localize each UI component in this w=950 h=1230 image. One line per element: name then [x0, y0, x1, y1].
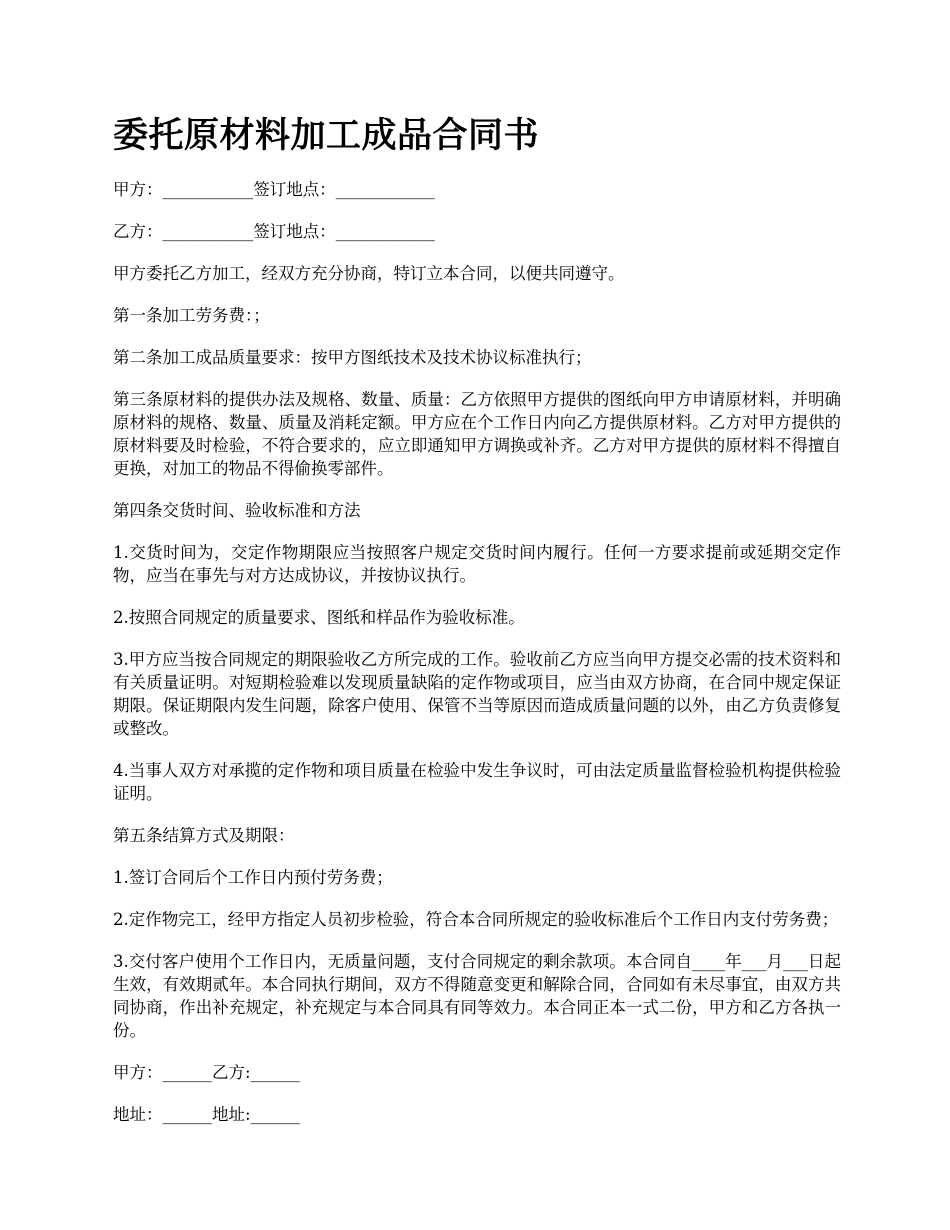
signature-line: 甲方：______乙方:______	[113, 1063, 301, 1082]
article-5-heading: 第五条结算方式及期限：	[113, 826, 295, 845]
article-5-item-2: 2.定作物完工，经甲方指定人员初步检验，符合本合同所规定的验收标准后个工作日内支付劳务费；	[113, 910, 839, 929]
article-1: 第一条加工劳务费：；	[113, 306, 270, 325]
document-page	[113, 112, 841, 1145]
article-3: 第三条原材料的提供办法及规格、数量、质量：乙方依照甲方提供的图纸向甲方申请原材料，并明确原材料的规格、数量、质量及消耗定额。甲方应在个工作日内向乙方提供原材料。乙方对甲方提供的原材料要及时检验，不符合要求的，应立即通知甲方调换或补齐。乙方对甲方提供的原材料不得擅自更换，对加工的物品不得偷换零部件。	[113, 390, 841, 478]
party-b-line: 乙方：___________签订地点：____________	[113, 222, 435, 241]
article-4-item-4: 4.当事人双方对承揽的定作物和项目质量在检验中发生争议时，可由法定质量监督检验机构提供检验证明。	[113, 761, 841, 803]
article-2: 第二条加工成品质量要求：按甲方图纸技术及技术协议标准执行；	[113, 348, 592, 367]
article-5-item-3: 3.交付客户使用个工作日内，无质量问题，支付合同规定的剩余款项。本合同自____年___月___日起生效，有效期贰年。本合同执行期间，双方不得随意变更和解除合同，合同如有未尽事宜，由双方共同协商，作出补充规定，补充规定与本合同具有同等效力。本合同正本一式二份，甲方和乙方各执一份。	[113, 952, 841, 1040]
article-4-heading: 第四条交货时间、验收标准和方法	[113, 501, 361, 520]
party-a-line: 甲方：___________签订地点：____________	[113, 180, 435, 199]
article-4-item-1: 1.交货时间为，交定作物期限应当按照客户规定交货时间内履行。任何一方要求提前或延期交定作物，应当在事先与对方达成协议，并按协议执行。	[113, 543, 841, 585]
address-line: 地址：______地址:______	[113, 1105, 301, 1124]
article-5-item-1: 1.签订合同后个工作日内预付劳务费；	[113, 868, 393, 887]
preamble: 甲方委托乙方加工，经双方充分协商，特订立本合同，以便共同遵守。	[113, 264, 625, 283]
document-title: 委托原材料加工成品合同书	[113, 116, 540, 156]
article-4-item-3: 3.甲方应当按合同规定的期限验收乙方所完成的工作。验收前乙方应当向甲方提交必需的技术资料和有关质量证明。对短期检验难以发现质量缺陷的定作物或项目，应当由双方协商，在合同中规定保证期限。保证期限内发生问题，除客户使用、保管不当等原因而造成质量问题的以外，由乙方负责修复或整改。	[113, 650, 841, 738]
article-4-item-2: 2.按照合同规定的质量要求、图纸和样品作为验收标准。	[113, 608, 525, 627]
